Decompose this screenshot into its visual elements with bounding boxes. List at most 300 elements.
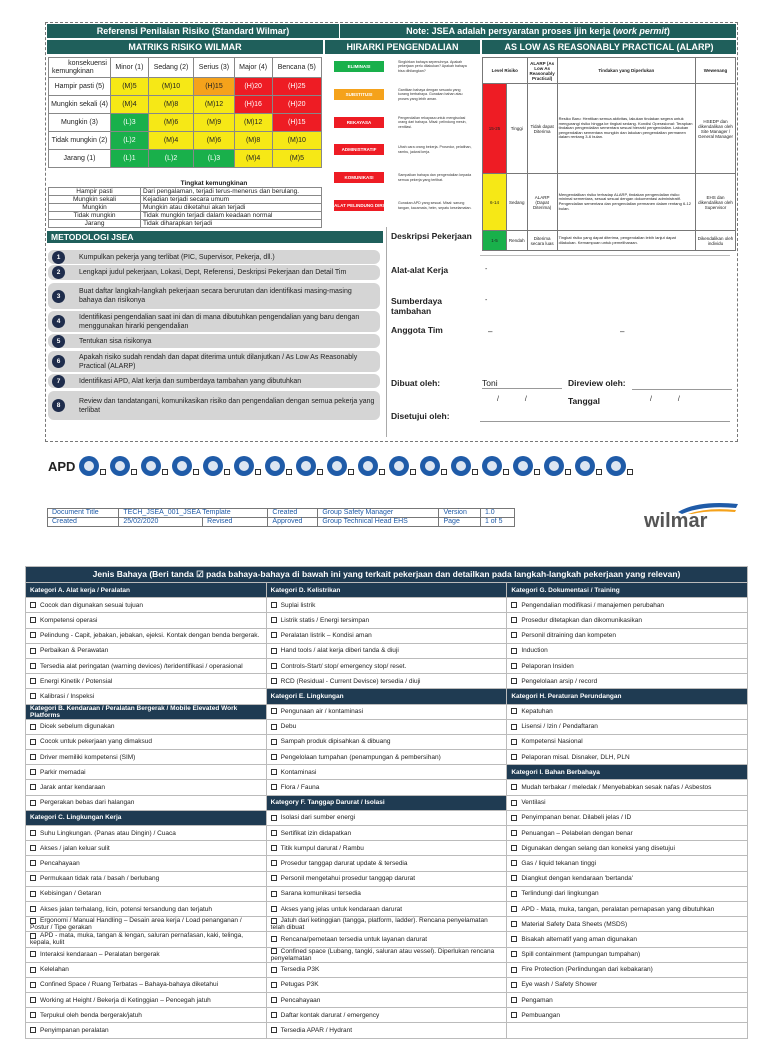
hazard-item[interactable] — [507, 795, 748, 810]
hazard-item[interactable] — [507, 1008, 748, 1023]
hazard-item[interactable] — [507, 962, 748, 977]
step-number: 1 — [52, 251, 65, 264]
hair-net-icon — [482, 456, 502, 476]
hazard-item[interactable] — [266, 1008, 507, 1023]
hazard-label: Penyimpanan benar. Dilabeli jelas / ID — [521, 814, 632, 822]
apd-option[interactable] — [234, 456, 261, 476]
hazard-item[interactable] — [26, 719, 267, 734]
hazard-item[interactable] — [266, 704, 507, 719]
hazard-checkbox[interactable] — [511, 951, 517, 957]
hazard-checkbox[interactable] — [30, 648, 36, 654]
hazard-checkbox[interactable] — [511, 830, 517, 836]
hazard-label: Kalibrasi / Inspeksi — [40, 692, 95, 700]
hazard-item[interactable] — [507, 734, 748, 749]
hazard-checkbox[interactable] — [271, 1027, 277, 1033]
hazard-checkbox[interactable] — [511, 754, 517, 760]
hazard-item[interactable] — [26, 841, 267, 856]
apd-option[interactable] — [296, 456, 323, 476]
hazard-item[interactable] — [26, 628, 267, 643]
hazard-item[interactable] — [507, 917, 748, 932]
hazard-checkbox[interactable] — [30, 860, 36, 866]
alarp-action: Resiko Baru: Hentikan semua aktivitas, lakukan tindakan segera untuk mengurangi risiko hingga ke tingkat sedang. Kondisi Operasional: Terapkan tindakan pengendalian sementara sesuai hierarki pengendalian. Lakukan pengendalian sementara mungkin dan lakukan pengendalian permanen dalam rentang 3-6 bulan. — [557, 84, 695, 174]
hazard-checkbox[interactable] — [30, 663, 36, 669]
apd-option[interactable] — [79, 456, 106, 476]
matrix-cell: (M)12 — [234, 114, 272, 132]
hazard-item[interactable] — [507, 810, 748, 825]
hazard-item[interactable] — [507, 780, 748, 795]
likelihood-desc: Mungkin atau diketahui akan terjadi — [141, 204, 322, 212]
hazard-checkbox[interactable] — [30, 754, 36, 760]
document-meta — [47, 508, 515, 527]
hazard-checkbox[interactable] — [30, 997, 36, 1003]
hazard-item[interactable] — [26, 826, 267, 841]
apd-checkbox[interactable] — [348, 469, 354, 475]
apd-checkbox[interactable] — [255, 469, 261, 475]
hazard-item[interactable] — [507, 613, 748, 628]
hazard-label: Pengaman — [521, 996, 553, 1004]
hazard-checkbox[interactable] — [30, 693, 36, 699]
hazard-checkbox[interactable] — [30, 1027, 36, 1033]
hazard-item[interactable] — [266, 871, 507, 886]
hazard-checkbox[interactable] — [30, 933, 36, 939]
hazard-checkbox[interactable] — [30, 891, 36, 897]
hazard-checkbox[interactable] — [30, 982, 36, 988]
lifejacket-icon — [544, 456, 564, 476]
apd-option[interactable] — [203, 456, 230, 476]
hazard-checkbox[interactable] — [271, 724, 277, 730]
apd-option[interactable] — [482, 456, 509, 476]
hazard-checkbox[interactable] — [30, 617, 36, 623]
hazard-checkbox[interactable] — [511, 602, 517, 608]
hazard-checkbox[interactable] — [271, 948, 277, 954]
apd-checkbox[interactable] — [193, 469, 199, 475]
hazard-item[interactable] — [507, 628, 748, 643]
likelihood-level: Mungkin — [49, 204, 141, 212]
hazard-checkbox[interactable] — [271, 1012, 277, 1018]
hierarchy-text: Singkirkan bahaya sepenuhnya. Apakah pekerjaan perlu dilakukan? Apakah bahaya bisa dihilangkan? — [398, 60, 467, 73]
alarp-range: 6-14 — [483, 174, 507, 231]
hazard-label: Perbaikan & Perawatan — [40, 647, 109, 655]
hazard-item[interactable] — [507, 674, 748, 689]
hazard-item[interactable] — [26, 643, 267, 658]
hazard-label: Energi Kinetik / Potensial — [40, 677, 113, 685]
hazard-item[interactable] — [266, 993, 507, 1008]
hazard-item[interactable] — [507, 841, 748, 856]
hazard-item[interactable] — [26, 917, 267, 932]
apd-checkbox[interactable] — [317, 469, 323, 475]
hazard-checkbox[interactable] — [271, 784, 277, 790]
hazard-checkbox[interactable] — [511, 784, 517, 790]
made-by-field[interactable]: Toni — [482, 378, 562, 389]
alarp-authority: HSEDP dan dikendalikan oleh Site Manager / General Manager — [696, 84, 736, 174]
glove-icon — [110, 456, 130, 476]
hazard-item[interactable] — [266, 658, 507, 673]
risk-matrix — [48, 57, 322, 168]
apd-checkbox[interactable] — [627, 469, 633, 475]
meta-value: 25/02/2020 — [119, 518, 203, 527]
meta-label: Created — [268, 509, 318, 518]
hazard-label: Mudah terbakar / meledak / Menyebabkan sesak nafas / Asbestos — [521, 784, 712, 792]
apd-option[interactable] — [575, 456, 602, 476]
hazard-checkbox[interactable] — [511, 708, 517, 714]
hazard-label: Induction — [521, 647, 548, 655]
hazard-item[interactable] — [26, 1023, 267, 1038]
hazard-checkbox[interactable] — [511, 921, 517, 927]
hazard-item[interactable] — [26, 750, 267, 765]
hazard-checkbox[interactable] — [271, 845, 277, 851]
hazard-item[interactable] — [507, 886, 748, 901]
hierarchy-text: Sampaikan bahaya dan pengendalian kepada semua pekerja yang terlibat. — [398, 173, 472, 182]
hazard-item[interactable] — [266, 886, 507, 901]
hazard-checkbox[interactable] — [271, 918, 277, 924]
apd-option[interactable] — [327, 456, 354, 476]
hazard-item[interactable] — [507, 993, 748, 1008]
apd-checkbox[interactable] — [441, 469, 447, 475]
hazard-item[interactable] — [26, 932, 267, 947]
hazard-item[interactable] — [26, 658, 267, 673]
alarp-authority: Dikendalikan oleh individu — [696, 231, 736, 251]
hazard-checkbox[interactable] — [271, 815, 277, 821]
hazard-checkbox[interactable] — [511, 875, 517, 881]
apd-checkbox[interactable] — [565, 469, 571, 475]
apd-checkbox[interactable] — [131, 469, 137, 475]
hazard-item[interactable] — [266, 932, 507, 947]
matrix-col-header: Major (4) — [234, 58, 272, 78]
hazard-category: Kategori I. Bahan Berbahaya — [507, 765, 748, 780]
hazard-checkbox[interactable] — [271, 860, 277, 866]
hazard-checkbox[interactable] — [271, 936, 277, 942]
apd-option[interactable] — [265, 456, 292, 476]
apd-option[interactable] — [172, 456, 199, 476]
step-number: 7 — [52, 375, 65, 388]
hazard-item[interactable] — [266, 628, 507, 643]
hazard-checkbox[interactable] — [271, 875, 277, 881]
hazard-checkbox[interactable] — [271, 617, 277, 623]
hazard-checkbox[interactable] — [30, 845, 36, 851]
step-text: Lengkapi judul pekerjaan, Lokasi, Dept, Referensi, Deskripsi Pekerjaan dan Detail Tim — [79, 269, 347, 276]
hazard-item[interactable] — [266, 780, 507, 795]
hazard-checkbox[interactable] — [30, 906, 36, 912]
step-number: 6 — [52, 355, 65, 368]
alarp-header: Tindakan yang Diperlukan — [557, 58, 695, 84]
hazard-checkbox[interactable] — [271, 906, 277, 912]
method-title: METODOLOGI JSEA — [47, 231, 383, 243]
hazard-checkbox[interactable] — [271, 830, 277, 836]
matrix-cell: (M)5 — [272, 150, 321, 168]
hierarchy-item — [334, 144, 472, 155]
hazard-item[interactable] — [26, 689, 267, 704]
hazard-checkbox[interactable] — [30, 724, 36, 730]
hierarchy-item — [334, 116, 472, 136]
apd-checkbox[interactable] — [379, 469, 385, 475]
hazard-checkbox[interactable] — [511, 724, 517, 730]
apd-checkbox[interactable] — [596, 469, 602, 475]
hazard-label: Isolasi dari sumber energi — [280, 814, 356, 822]
hazard-item[interactable] — [26, 901, 267, 916]
apd-checkbox[interactable] — [100, 469, 106, 475]
hierarchy-label: ADMINISTRATIF — [334, 144, 384, 155]
hazard-label: Kepatuhan — [521, 708, 553, 716]
apd-label: APD — [48, 458, 76, 474]
helmet-icon — [141, 456, 161, 476]
hazard-item[interactable] — [26, 780, 267, 795]
hazard-checkbox[interactable] — [511, 678, 517, 684]
hazard-checkbox[interactable] — [271, 997, 277, 1003]
hazard-checkbox[interactable] — [30, 1012, 36, 1018]
hazard-checkbox[interactable] — [30, 951, 36, 957]
apd-option[interactable] — [110, 456, 137, 476]
harness-icon — [451, 456, 471, 476]
hazard-item[interactable] — [507, 826, 748, 841]
hazard-checkbox[interactable] — [511, 815, 517, 821]
hazard-checkbox[interactable] — [511, 997, 517, 1003]
job-description-field[interactable] — [480, 241, 730, 256]
hazard-item[interactable] — [266, 674, 507, 689]
hazard-checkbox[interactable] — [271, 632, 277, 638]
apd-checkbox[interactable] — [503, 469, 509, 475]
hazard-item[interactable] — [26, 613, 267, 628]
hazard-checkbox[interactable] — [30, 875, 36, 881]
hazard-checkbox[interactable] — [271, 754, 277, 760]
hazard-checkbox[interactable] — [30, 967, 36, 973]
hazard-item[interactable] — [266, 719, 507, 734]
hazard-item[interactable] — [266, 613, 507, 628]
apd-checkbox[interactable] — [534, 469, 540, 475]
hazard-checkbox[interactable] — [511, 967, 517, 973]
hazard-item[interactable] — [507, 643, 748, 658]
hazard-item[interactable] — [266, 598, 507, 613]
hazard-item[interactable] — [266, 826, 507, 841]
hazard-item[interactable] — [266, 643, 507, 658]
likelihood-table — [48, 180, 322, 228]
hazard-checkbox[interactable] — [511, 663, 517, 669]
step-number: 8 — [52, 399, 65, 412]
hazard-item[interactable] — [26, 765, 267, 780]
matrix-cell: (L)3 — [194, 150, 234, 168]
hazard-checkbox[interactable] — [271, 708, 277, 714]
jacket-icon — [575, 456, 595, 476]
hazard-checkbox[interactable] — [511, 800, 517, 806]
hazard-item[interactable] — [266, 947, 507, 962]
matrix-cell: (H)25 — [272, 78, 321, 96]
hazard-checkbox[interactable] — [271, 648, 277, 654]
hazard-item[interactable] — [507, 598, 748, 613]
hazard-item[interactable] — [26, 674, 267, 689]
hazard-item[interactable] — [26, 598, 267, 613]
hazard-item[interactable] — [266, 901, 507, 916]
hazard-checkbox[interactable] — [511, 906, 517, 912]
reviewed-by-field[interactable] — [632, 389, 732, 390]
likelihood-level: Tidak mungkin — [49, 212, 141, 220]
apd-option[interactable] — [141, 456, 168, 476]
apd-checkbox[interactable] — [410, 469, 416, 475]
hazard-label: Tersedia alat peringatan (warning devices) /teridentifikasi / operasional — [40, 662, 243, 670]
hazard-item[interactable] — [507, 719, 748, 734]
hazard-checkbox[interactable] — [271, 982, 277, 988]
resources-label: Sumberdaya tambahan — [391, 296, 443, 316]
hazard-checklist — [25, 566, 748, 1039]
hazard-label: Confined Space / Ruang Terbatas – Bahaya-bahaya diketahui — [40, 981, 219, 989]
hazard-checkbox[interactable] — [30, 678, 36, 684]
meta-label: Page — [439, 518, 480, 527]
hierarchy-item — [334, 172, 472, 183]
matrix-cell: (H)20 — [272, 96, 321, 114]
likelihood-level: Jarang — [49, 220, 141, 228]
hazard-checkbox[interactable] — [30, 918, 36, 924]
hazard-label: Pencahayaan — [280, 996, 321, 1004]
hazard-item[interactable] — [266, 977, 507, 992]
hazard-item[interactable] — [26, 734, 267, 749]
apd-option[interactable] — [420, 456, 447, 476]
hazard-item[interactable] — [266, 734, 507, 749]
hazard-checkbox[interactable] — [271, 739, 277, 745]
hazard-checkbox[interactable] — [511, 617, 517, 623]
hazard-item[interactable] — [266, 750, 507, 765]
hierarchy-text: Gunakan APD yang sesuai. Misal: sarung tangan, kacamata, helm, sepatu keselamatan. — [398, 201, 472, 210]
hazard-item[interactable] — [26, 871, 267, 886]
hazard-item[interactable] — [507, 750, 748, 765]
hazard-checkbox[interactable] — [271, 678, 277, 684]
hazard-item[interactable] — [266, 962, 507, 977]
hazard-checkbox[interactable] — [511, 891, 517, 897]
team-member-2[interactable]: – — [620, 327, 625, 336]
tools-field[interactable]: - — [485, 266, 488, 273]
hazard-item[interactable] — [26, 977, 267, 992]
hierarchy-label: REKAYASA ENGINEERING — [334, 117, 384, 128]
apd-option[interactable] — [451, 456, 478, 476]
hazard-label: Daftar kontak darurat / emergency — [280, 1011, 380, 1019]
meta-label: Approved — [268, 518, 318, 527]
approved-by-label: Disetujui oleh: — [391, 411, 450, 421]
step-text: Identifikasi pengendalian saat ini dan di mana dibutuhkan pengendalian yang baru dengan menggunakan hirarki pengendalian — [79, 313, 360, 330]
matrix-cell: (H)15 — [194, 78, 234, 96]
apd-option[interactable] — [389, 456, 416, 476]
hazard-checkbox[interactable] — [511, 632, 517, 638]
hazard-checkbox[interactable] — [271, 769, 277, 775]
hierarchy-item — [334, 60, 472, 73]
hazard-item[interactable] — [26, 856, 267, 871]
hazard-checkbox[interactable] — [30, 739, 36, 745]
hazard-category: Kategori A. Alat kerja / Peralatan — [26, 583, 267, 598]
hazard-item[interactable] — [507, 977, 748, 992]
hazard-item[interactable] — [507, 871, 748, 886]
hazard-item[interactable] — [26, 962, 267, 977]
hazard-checkbox[interactable] — [511, 648, 517, 654]
hazard-category: Kategory F. Tanggap Darurat / Isolasi — [266, 795, 507, 810]
hazard-item[interactable] — [26, 947, 267, 962]
hazard-checkbox[interactable] — [30, 769, 36, 775]
hierarchy-text: Gantikan bahaya dengan sesuatu yang kurang berbahaya. Gunakan bahan atau proses yang lebih aman. — [398, 88, 463, 101]
hazard-item[interactable] — [26, 993, 267, 1008]
hazard-checkbox[interactable] — [511, 982, 517, 988]
hazard-checkbox[interactable] — [511, 860, 517, 866]
goggles-icon — [172, 456, 192, 476]
apd-checkbox[interactable] — [472, 469, 478, 475]
step-text: Buat daftar langkah-langkah pekerjaan secara berurutan dan identifikasi masing-masing bahaya dan risikonya — [79, 288, 352, 304]
hazard-item[interactable] — [507, 704, 748, 719]
coverall-icon — [327, 456, 347, 476]
hazard-item[interactable] — [266, 917, 507, 932]
hazard-item[interactable] — [507, 932, 748, 947]
resources-field[interactable]: - — [485, 297, 488, 304]
method-step — [48, 311, 380, 332]
hazard-checkbox[interactable] — [511, 739, 517, 745]
hierarchy-item — [334, 200, 472, 211]
apd-option[interactable] — [513, 456, 540, 476]
apd-option[interactable] — [544, 456, 571, 476]
hazard-item[interactable] — [507, 901, 748, 916]
hazard-label: Gas / liquid tekanan tinggi — [521, 859, 597, 867]
hazard-item[interactable] — [507, 856, 748, 871]
hazard-item[interactable] — [26, 886, 267, 901]
hazard-item[interactable] — [26, 1008, 267, 1023]
header-right: Note: JSEA adalah persyaratan proses ijin kerja (work permit) — [340, 24, 736, 38]
hazard-label: Ergonomi / Manual Handling – Desain area kerja / Load penanganan / Postur / Tipe gerakan — [30, 917, 242, 932]
matrix-cell: (H)16 — [234, 96, 272, 114]
hazard-item[interactable] — [266, 765, 507, 780]
apd-row — [48, 452, 738, 480]
review-date[interactable]: / / — [650, 396, 692, 403]
hazard-checkbox[interactable] — [30, 830, 36, 836]
hierarchy-item — [334, 88, 472, 101]
approved-by-field[interactable] — [480, 421, 730, 422]
team-label: Anggota Tim — [391, 325, 443, 335]
hazard-checkbox[interactable] — [511, 936, 517, 942]
matrix-row-label: Jarang (1) — [49, 150, 111, 168]
hazard-item[interactable] — [266, 810, 507, 825]
hazard-label: Pelaporan Insiden — [521, 662, 574, 670]
made-by-date[interactable]: / / — [497, 396, 539, 403]
hazard-checkbox[interactable] — [271, 602, 277, 608]
hazard-item[interactable] — [507, 947, 748, 962]
hazard-label: Petugas P3K — [280, 981, 319, 989]
hazard-item[interactable] — [26, 795, 267, 810]
hazard-checkbox[interactable] — [271, 891, 277, 897]
hazard-item[interactable] — [266, 1023, 507, 1038]
hazard-empty — [507, 1023, 748, 1038]
hazard-label: Kontaminasi — [280, 768, 317, 776]
hazard-item[interactable] — [507, 658, 748, 673]
apd-option[interactable] — [606, 456, 633, 476]
team-member-1[interactable]: – — [488, 327, 493, 336]
hazard-checkbox[interactable] — [30, 602, 36, 608]
hazard-item[interactable] — [266, 856, 507, 871]
apd-option[interactable] — [358, 456, 385, 476]
hazard-label: Terlindungi dari lingkungan — [521, 890, 599, 898]
hazard-checkbox[interactable] — [511, 845, 517, 851]
apd-checkbox[interactable] — [224, 469, 230, 475]
apd-checkbox[interactable] — [286, 469, 292, 475]
safety-suit-icon — [358, 456, 378, 476]
matrix-cell: (M)5 — [111, 78, 149, 96]
hazard-checkbox[interactable] — [271, 967, 277, 973]
hazard-label: Controls-Start/ stop/ emergency stop/ reset. — [280, 662, 407, 670]
hazard-category: Kategori H. Peraturan Perundangan — [507, 689, 748, 704]
hazard-label: Peralatan listrik – Kondisi aman — [280, 632, 372, 640]
hazard-checkbox[interactable] — [511, 1012, 517, 1018]
hazard-label: Dicek sebelum digunakan — [40, 723, 115, 731]
hazard-item[interactable] — [266, 841, 507, 856]
matrix-cell: (M)12 — [194, 96, 234, 114]
apd-checkbox[interactable] — [162, 469, 168, 475]
hazard-checkbox[interactable] — [30, 800, 36, 806]
hazard-label: Hand tools / alat kerja diberi tanda & diuji — [280, 647, 399, 655]
hazard-checkbox[interactable] — [30, 632, 36, 638]
alarp-header: ALARP (As Low As Reasonably Practical) — [527, 58, 557, 84]
hazard-checkbox[interactable] — [30, 784, 36, 790]
hazard-category: Kategori E. Lingkungan — [266, 689, 507, 704]
hazard-checkbox[interactable] — [271, 663, 277, 669]
